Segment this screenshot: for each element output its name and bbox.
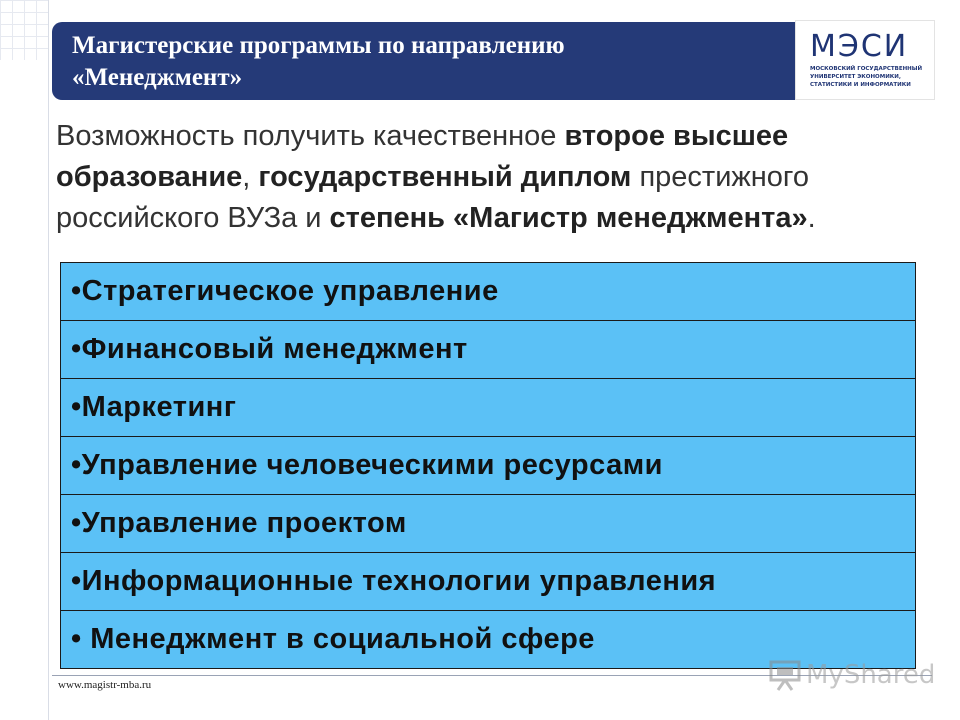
university-logo — [795, 20, 935, 100]
logo-name: МЭСИ — [810, 29, 909, 64]
table-row — [61, 553, 916, 611]
intro-bold-1: второе высшее образование — [56, 120, 789, 193]
title-line-1: Магистерские программы по направлению — [72, 32, 565, 59]
programs-table — [60, 262, 916, 669]
title-line-2: «Менеджмент» — [72, 64, 243, 91]
logo-subtitle: МОСКОВСКИЙ ГОСУДАРСТВЕННЫЙ УНИВЕРСИТЕТ ЭКОНОМИКИ, СТАТИСТИКИ И ИНФОРМАТИКИ — [810, 66, 923, 88]
table-row — [61, 263, 916, 321]
table-row — [61, 321, 916, 379]
intro-text-3: престижного российского ВУЗа и — [56, 161, 810, 234]
program-item: •Информационные технологии управления — [61, 553, 916, 611]
left-divider — [48, 0, 49, 720]
presentation-board-icon — [768, 658, 802, 692]
watermark-text: MyShared — [806, 660, 936, 690]
grid-decoration — [0, 0, 48, 60]
title-bar — [52, 22, 797, 100]
watermark — [768, 656, 936, 696]
program-item: • Менеджмент в социальной сфере — [61, 611, 916, 669]
intro-text-1: Возможность получить качественное — [56, 120, 565, 152]
program-item: •Маркетинг — [61, 379, 916, 437]
footer-url-link[interactable]: www.magistr-mba.ru — [58, 679, 152, 691]
intro-text-4: . — [807, 202, 816, 234]
intro-paragraph — [56, 116, 916, 239]
table-row — [61, 379, 916, 437]
intro-bold-3: степень «Магистр менеджмента» — [329, 202, 808, 234]
intro-text-2: , — [242, 161, 259, 193]
table-row — [61, 495, 916, 553]
intro-bold-2: государственный диплом — [258, 161, 632, 193]
program-item: •Управление человеческими ресурсами — [61, 437, 916, 495]
program-item: •Финансовый менеджмент — [61, 321, 916, 379]
table-row — [61, 437, 916, 495]
program-item: •Управление проектом — [61, 495, 916, 553]
program-item: •Стратегическое управление — [61, 263, 916, 321]
